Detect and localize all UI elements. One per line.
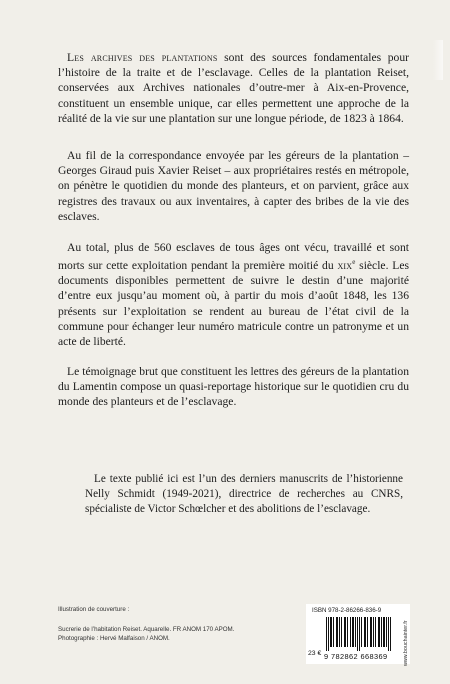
- paragraph-4-text: Le témoignage brut que constituent les lettres des géreurs de la plantation du Lamentin compose un quasi-reportage historique sur le quotidien cru du monde des planteurs et de l’esclavage.: [58, 365, 409, 409]
- century-numeral: xix: [337, 259, 353, 273]
- paragraph-3-text-after: siècle. Les documents disponibles permettent de suivre le destin d’une majorité d’entre eux jusqu’au moment où, à partir du mois d’août 1848, les 136 présents sur l’exploitation se rendent au bureau de l’état civil de la commune pour échanger leur numéro matricule contre un patronyme et un acte de liberté.: [58, 259, 410, 349]
- illustration-credit-desc: Sucrerie de l’habitation Reiset. Aquarelle. FR ANOM 170 APOM.: [58, 626, 235, 634]
- isbn-label: ISBN 978-2-86266-836-9: [312, 607, 382, 614]
- paragraph-3: [58, 240, 409, 349]
- paragraph-1-lead: Les archives des plantations: [67, 51, 218, 64]
- barcode-panel: [306, 604, 410, 664]
- paragraph-2: [58, 148, 409, 224]
- barcode-bars: [312, 617, 400, 651]
- paragraph-2-text: Au fil de la correspondance envoyée par les géreurs de la plantation – Georges Giraud puis Xavier Reiset – aux propriétaires restés en métropole, on pénètre le quotidien du monde des planteurs, et on parvient, grâce aux registres des travaux ou aux inventaires, à capter des bribes de la vie des esclaves.: [58, 149, 409, 223]
- paragraph-4: [58, 364, 409, 410]
- illustration-credit-title: Illustration de couverture :: [58, 606, 130, 613]
- century-superscript: e: [352, 258, 356, 267]
- paragraph-1-text: sont des sources fondamentales pour l’histoire de la traite et de l’esclavage. Celles de la plantation Reiset, conservées aux Archives nationales d’outre-mer à Aix-en-Provence, constituent un ensemble unique, car elles permettent une approche de la réalité de la vie sur une plantation sur une longue période, de 1823 à 1864.: [58, 51, 409, 125]
- paragraph-3-text-before: Au total, plus de 560 esclaves de tous âges ont vécu, travaillé et sont morts sur cette exploitation pendant la première moitié du: [58, 241, 409, 273]
- barcode-number: 9 782862 668369: [324, 652, 388, 661]
- paragraph-1: [58, 50, 409, 126]
- page-edge-shadow: [433, 40, 443, 80]
- photo-credit: Photographie : Hervé Malfaison / ANOM.: [58, 635, 170, 643]
- cover-credits: [58, 606, 288, 645]
- publisher-website: www.bouchainter.fr: [403, 620, 409, 666]
- author-note: Le texte publié ici est l’un des derniers manuscrits de l’historienne Nelly Schmidt (1949-2021), directrice de recherches au CNRS, spécialiste de Victor Schœlcher et des abolitions de l’esclavage.: [85, 473, 403, 515]
- price-label: 23 €: [308, 650, 322, 657]
